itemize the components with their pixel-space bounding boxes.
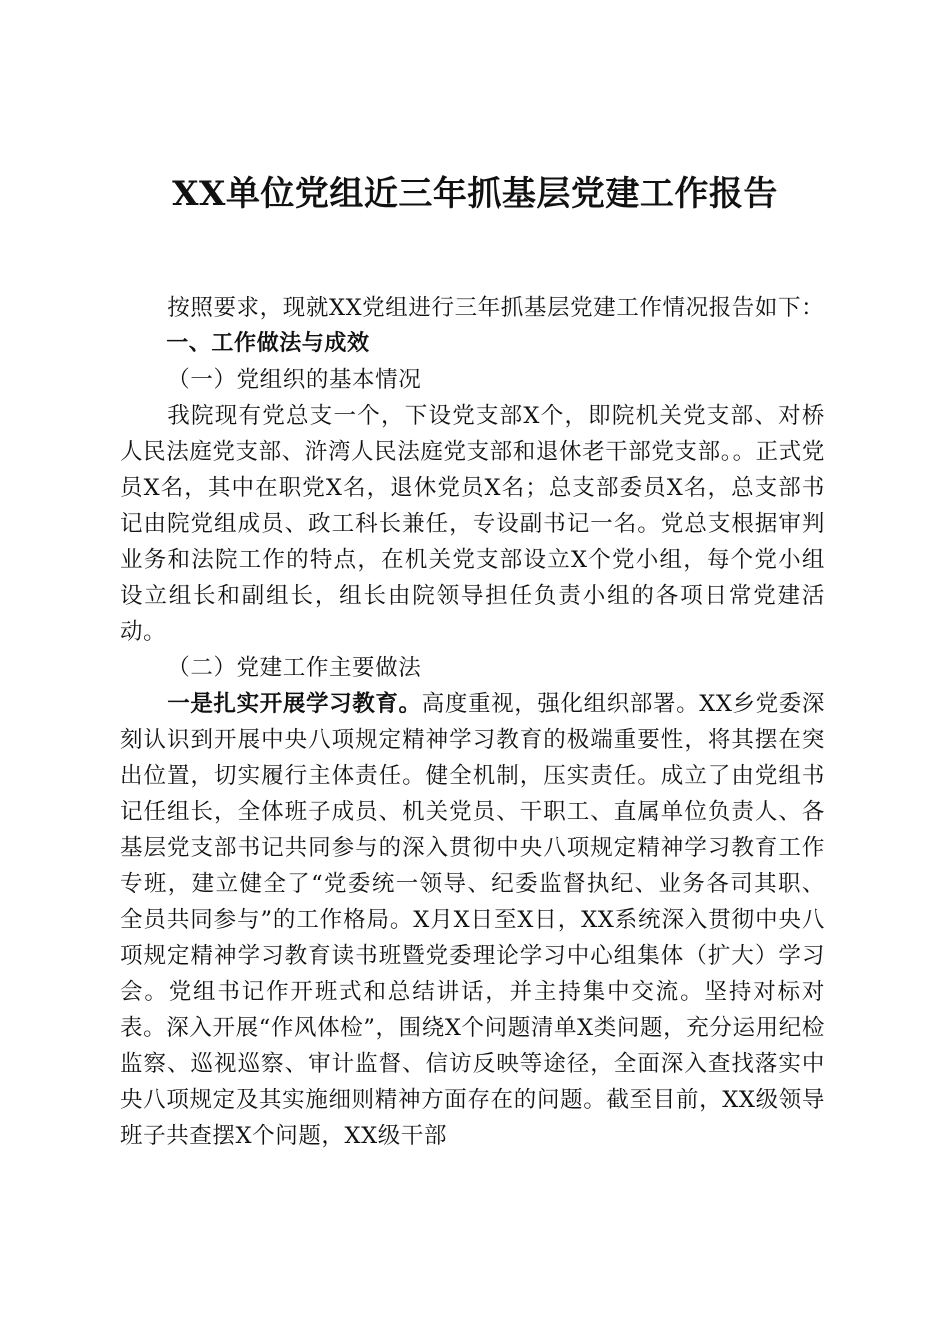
paragraph-lead-phrase: 一是扎实开展学习教育。 — [167, 691, 422, 717]
intro-paragraph: 按照要求，现就XX党组进行三年抓基层党建工作情况报告如下： — [167, 295, 825, 321]
document-title: XX单位党组近三年抓基层党建工作报告 — [172, 174, 778, 214]
paragraph-text: 高度重视，强化组织部署。XX乡党委深刻认识到开展中央八项规定精神学习教育的极端重要性，将其摆在突出位置，切实履行主体责任。健全机制，压实责任。成立了由党组书记任组长，全体班子成员、机关党员、干职工、直属单位负责人、各基层党支部书记共同参与的深入贯彻中央八项规定精神学习教育工作专班，建立健全了“党委统一领导、纪委监督执纪、业务各司其职、全员共同参与”的工作格局。X月X日至X日，XX系统深入贯彻中央八项规定精神学习教育读书班暨党委理论学习中心组集体（扩大）学习会。党组书记作开班式和总结讲话，并主持集中交流。坚持对标对表。深入开展“作风体检”，围绕X个问题清单X类问题，充分运用纪检监察、巡视巡察、审计监督、信访反映等途径，全面深入查找落实中央八项规定及其实施细则精神方面存在的问题。截至目前，XX级领导班子共查摆X个问题，XX级干部 — [120, 691, 825, 1149]
basic-situation-paragraph: 我院现有党总支一个，下设党支部X个，即院机关党支部、对桥人民法庭党支部、浒湾人民法庭党支部和退休老干部党支部。。正式党员X名，其中在职党X名，退休党员X名；总支部委员X名，总支部书记由院党组成员、政工科长兼任，专设副书记一名。党总支根据审判业务和法院工作的特点，在机关党支部设立X个党小组，每个党小组设立组长和副组长，组长由院领导担任负责小组的各项日常党建活动。 — [120, 403, 825, 645]
section-heading-1: 一、工作做法与成效 — [166, 331, 370, 356]
subsection-heading-2: （二）党建工作主要做法 — [167, 655, 422, 681]
main-practices-paragraph — [120, 686, 825, 1154]
subsection-heading-1: （一）党组织的基本情况 — [167, 367, 422, 393]
document-body — [120, 290, 825, 1154]
